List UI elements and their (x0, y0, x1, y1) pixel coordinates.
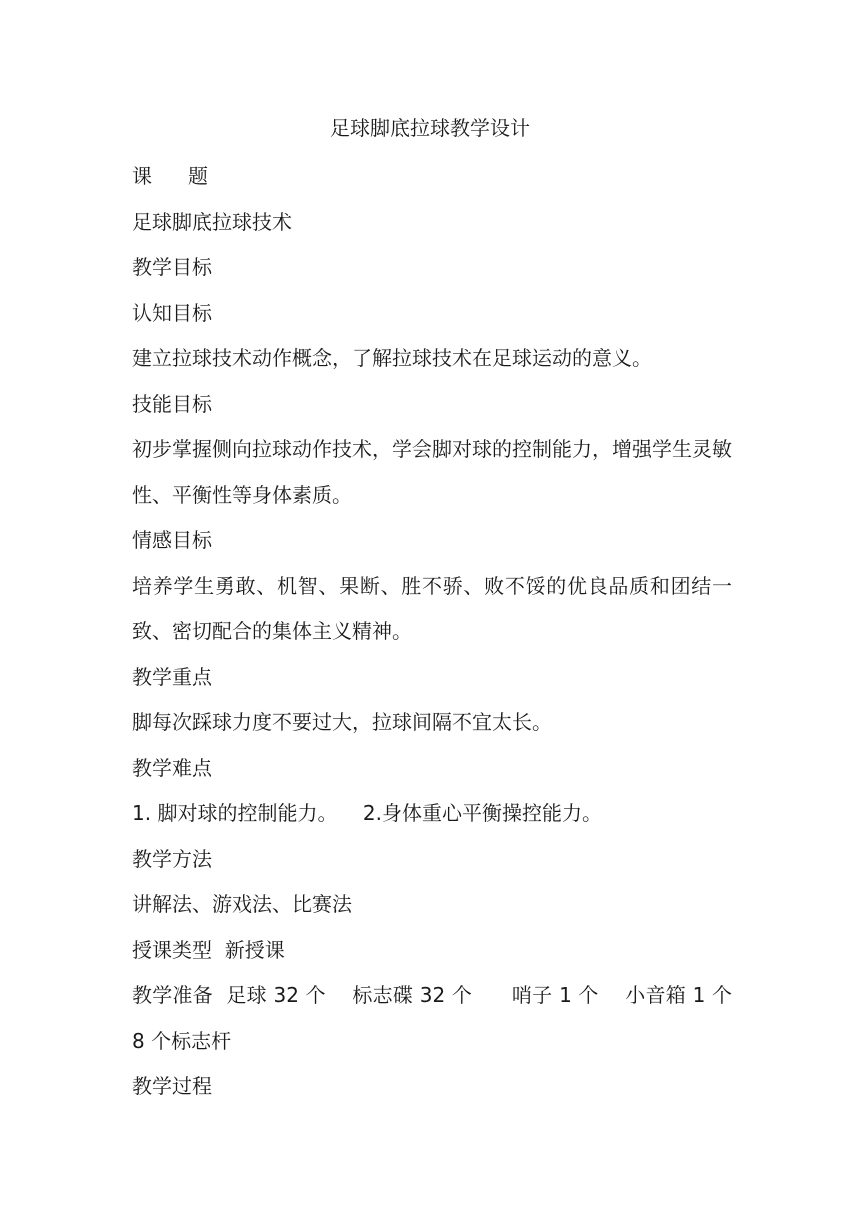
lesson-type-text: 授课类型 新授课 (132, 937, 285, 962)
emotional-goal-text: 培养学生勇敢、机智、果断、胜不骄、败不馁的优良品质和团结一致、密切配合的集体主义精神。 (132, 573, 732, 643)
skill-goal-text: 初步掌握侧向拉球动作技术，学会脚对球的控制能力，增强学生灵敏性、平衡性等身体素质。 (132, 437, 732, 507)
skill-goal-heading: 技能目标 (132, 391, 212, 416)
emotional-goal-heading: 情感目标 (132, 528, 212, 552)
topic-label-part1: 课 (132, 164, 152, 188)
topic-value: 足球脚底拉球技术 (132, 209, 292, 234)
teaching-objectives-heading: 教学目标 (132, 255, 212, 279)
preparation-text: 教学准备 足球 32 个 标志碟 32 个 哨子 1 个 小音箱 1 个 8 个标志杆 (132, 983, 758, 1053)
methods-text: 讲解法、游戏法、比赛法 (132, 892, 352, 916)
document-body (132, 154, 758, 1110)
methods-heading: 教学方法 (132, 846, 212, 871)
topic-label (132, 154, 732, 200)
process-heading: 教学过程 (132, 1074, 212, 1098)
difficulties-heading: 教学难点 (132, 755, 212, 780)
key-points-heading: 教学重点 (132, 664, 212, 689)
document-title: 足球脚底拉球教学设计 (330, 116, 530, 140)
cognitive-goal-text: 建立拉球技术动作概念，了解拉球技术在足球运动的意义。 (132, 346, 652, 370)
difficulties-text: 1. 脚对球的控制能力。 2.身体重心平衡操控能力。 (132, 801, 602, 825)
topic-label-part2: 题 (188, 164, 208, 188)
cognitive-goal-heading: 认知目标 (132, 300, 212, 325)
key-points-text: 脚每次踩球力度不要过大，拉球间隔不宜太长。 (132, 710, 552, 734)
